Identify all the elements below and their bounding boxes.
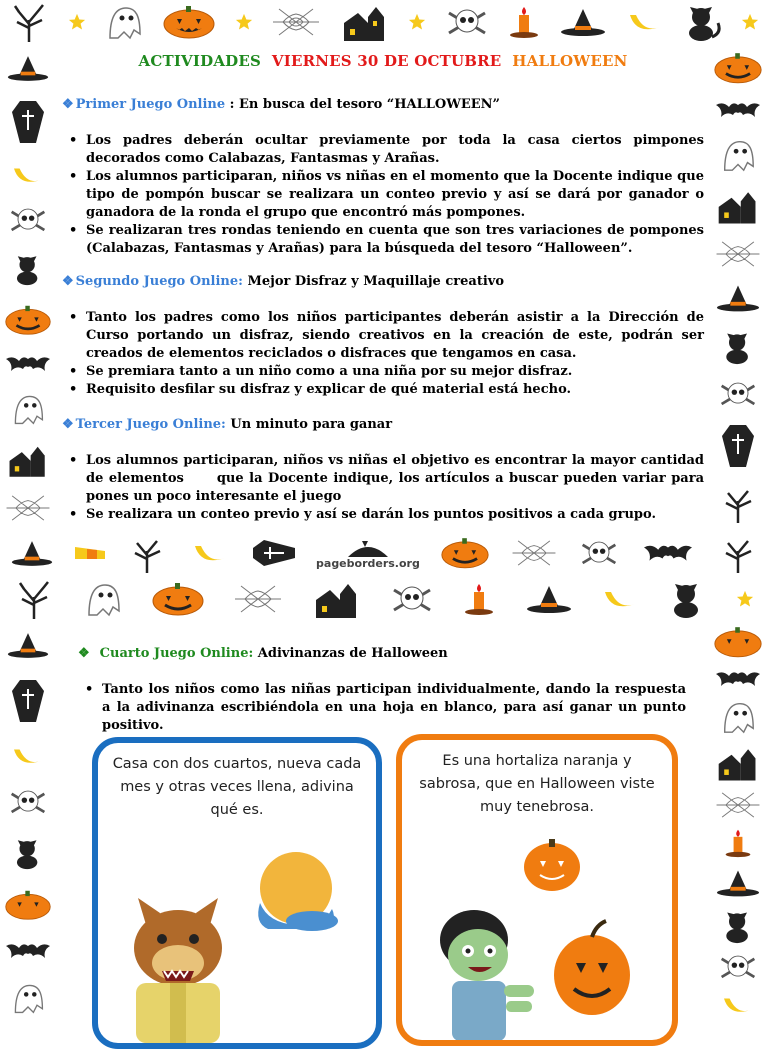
moon-icon bbox=[626, 7, 664, 37]
coffin-icon bbox=[720, 424, 756, 468]
cat-icon bbox=[682, 3, 722, 41]
border-top bbox=[0, 0, 768, 44]
list-item: • Se realizaran tres rondas teniendo en cuenta que son tres variaciones de pompones (Calabazas, Fantasmas y Arañas) para la búsqueda del tesoro “Halloween”. bbox=[62, 222, 704, 258]
list-item: • Tanto los niños como las niñas participan individualmente, dando la respuesta a la adivinanza escribiéndola en una hoja en blanco, para así ganar un punto positivo. bbox=[78, 681, 686, 735]
star-icon bbox=[235, 13, 253, 31]
bat-icon bbox=[715, 668, 761, 690]
game-title: En busca del tesoro “HALLOWEEN” bbox=[239, 97, 500, 112]
star-icon bbox=[408, 13, 426, 31]
diamond-bullet-icon: ❖ bbox=[78, 646, 90, 661]
ghost-icon bbox=[83, 581, 123, 617]
border-top bbox=[0, 577, 768, 621]
game-heading bbox=[78, 645, 686, 663]
game-name: Tercer Juego Online: bbox=[75, 417, 226, 432]
game-heading bbox=[62, 416, 704, 434]
ghost-icon bbox=[10, 392, 46, 426]
game-section-4 bbox=[78, 645, 686, 735]
list-item: • Los padres deberán ocultar previamente por toda la casa ciertos pimpones decorados como Calabazas, Fantasmas y Arañas. bbox=[62, 132, 704, 168]
skull-icon bbox=[8, 206, 48, 234]
haunted-house-icon bbox=[715, 745, 761, 781]
werewolf-and-moon-illustration bbox=[98, 843, 376, 1043]
pumpkin-icon bbox=[151, 582, 205, 616]
riddle-text: Es una hortaliza naranja y sabrosa, que en Halloween viste muy tenebrosa. bbox=[419, 753, 655, 815]
game-name: Segundo Juego Online: bbox=[75, 274, 243, 289]
coffin-icon bbox=[10, 100, 46, 144]
spiderweb-icon bbox=[233, 584, 283, 614]
list-item: • Tanto los padres como los niños participantes deberán asistir a la Dirección de Curso portando un disfraz, siendo creativos en la creación de este, podrán ser creados de elementos reciclados o disfraces que tengamos en casa. bbox=[62, 309, 704, 363]
spiderweb-icon bbox=[3, 494, 53, 522]
ghost-icon bbox=[10, 981, 46, 1015]
title-activities: ACTIVIDADES bbox=[138, 52, 262, 70]
tree-icon bbox=[718, 483, 758, 523]
title-date: VIERNES 30 DE OCTUBRE bbox=[271, 52, 502, 70]
border-left bbox=[0, 44, 56, 531]
cat-icon bbox=[667, 580, 707, 618]
moon-icon bbox=[601, 584, 639, 614]
border-bottom bbox=[0, 531, 768, 575]
star-icon bbox=[68, 13, 86, 31]
border-right bbox=[708, 44, 768, 531]
cat-icon bbox=[338, 537, 398, 557]
title-halloween: HALLOWEEN bbox=[512, 52, 628, 70]
zombie-and-pumpkins-illustration bbox=[402, 835, 672, 1045]
spiderweb-icon bbox=[509, 539, 559, 567]
border-right bbox=[708, 621, 768, 1024]
game-section-2 bbox=[62, 273, 704, 399]
ghost-icon bbox=[104, 4, 144, 40]
diamond-bullet-icon: ❖ bbox=[62, 274, 74, 289]
spiderweb-icon bbox=[713, 791, 763, 819]
cat-icon bbox=[11, 251, 45, 287]
witch-hat-icon bbox=[525, 584, 573, 614]
moon-icon bbox=[719, 991, 757, 1019]
candy-corn-icon bbox=[73, 543, 107, 563]
bat-icon bbox=[715, 99, 761, 121]
spiderweb-icon bbox=[271, 7, 321, 37]
moon-icon bbox=[9, 742, 47, 770]
pumpkin-icon bbox=[4, 304, 52, 336]
haunted-house-icon bbox=[312, 580, 362, 618]
riddle-card-pumpkin bbox=[396, 734, 678, 1046]
game-rules-list bbox=[62, 452, 709, 524]
tree-icon bbox=[718, 533, 758, 573]
bat-icon bbox=[638, 541, 698, 565]
skull-icon bbox=[718, 953, 758, 981]
pumpkin-icon bbox=[713, 626, 763, 658]
coffin-icon bbox=[252, 538, 296, 568]
moon-icon bbox=[9, 161, 47, 189]
pumpkin-icon bbox=[440, 537, 490, 569]
list-item: • Los alumnos participaran, niños vs niñas en el momento que la Docente indique que tipo de pompón buscar se realizara un conteo previo y así se dará por ganador o ganadora de la ronda el grupo que encontró más pompones. bbox=[62, 168, 704, 222]
game-name: Cuarto Juego Online: bbox=[99, 646, 254, 661]
candle-icon bbox=[462, 582, 496, 616]
skull-icon bbox=[579, 539, 619, 567]
haunted-house-icon bbox=[715, 188, 761, 224]
list-item: • Se realizara un conteo previo y así se darán los puntos positivos a cada grupo. bbox=[62, 506, 704, 524]
game-name: Primer Juego Online bbox=[75, 97, 226, 112]
skull-icon bbox=[445, 7, 489, 37]
game-section-1 bbox=[62, 96, 704, 258]
pumpkin-icon bbox=[4, 889, 52, 921]
game-title: Mejor Disfraz y Maquillaje creativo bbox=[247, 274, 504, 289]
list-item: • Se premiara tanto a un niño como a una niña por su mejor disfraz. bbox=[62, 363, 704, 381]
witch-hat-icon bbox=[715, 868, 761, 898]
skull-icon bbox=[718, 380, 758, 408]
pumpkin-icon bbox=[162, 5, 216, 39]
tree-icon bbox=[14, 579, 54, 619]
game-rules-list bbox=[78, 681, 686, 735]
haunted-house-icon bbox=[6, 443, 50, 477]
game-rules-list bbox=[62, 309, 704, 399]
cat-icon bbox=[720, 329, 756, 365]
bat-icon bbox=[5, 353, 51, 375]
watermark-block bbox=[316, 537, 420, 570]
tree-icon bbox=[9, 2, 49, 42]
game-heading: ❖ Primer Juego Online : En busca del tesoro “HALLOWEEN” bbox=[62, 97, 500, 112]
game-section-3 bbox=[62, 416, 709, 524]
riddle-card-moon bbox=[92, 737, 382, 1049]
witch-hat-icon bbox=[559, 7, 607, 37]
witch-hat-icon bbox=[10, 538, 54, 568]
tree-icon bbox=[127, 533, 167, 573]
pumpkin-icon bbox=[713, 52, 763, 84]
border-left bbox=[0, 621, 56, 1024]
ghost-icon bbox=[719, 699, 757, 735]
haunted-house-icon bbox=[340, 3, 390, 41]
game-heading bbox=[62, 273, 704, 291]
game-title: Un minuto para ganar bbox=[230, 417, 393, 432]
cat-icon bbox=[720, 908, 756, 944]
skull-icon bbox=[390, 584, 434, 614]
game-rules-list bbox=[62, 132, 704, 258]
watermark-text: pageborders.org bbox=[316, 556, 420, 570]
diamond-bullet-icon: ❖ bbox=[62, 97, 74, 112]
riddle-text: Casa con dos cuartos, nueva cada mes y otras veces llena, adivina qué es. bbox=[112, 756, 362, 818]
coffin-icon bbox=[10, 679, 46, 723]
witch-hat-icon bbox=[6, 630, 50, 660]
witch-hat-icon bbox=[6, 53, 50, 83]
cat-icon bbox=[11, 835, 45, 871]
witch-hat-icon bbox=[715, 283, 761, 313]
bat-icon bbox=[5, 940, 51, 962]
star-icon bbox=[741, 13, 759, 31]
moon-icon bbox=[187, 538, 233, 568]
diamond-bullet-icon: ❖ bbox=[62, 417, 74, 432]
spiderweb-icon bbox=[713, 240, 763, 268]
skull-icon bbox=[8, 788, 48, 816]
ghost-icon bbox=[719, 137, 757, 173]
page-title bbox=[62, 52, 704, 70]
list-item: • Los alumnos participaran, niños vs niñas el objetivo es encontrar la mayor cantidad de elementos que la Docente indique, los artículos a buscar pueden variar para pones un poco interesante el juego bbox=[62, 452, 704, 506]
game-title: Adivinanzas de Halloween bbox=[257, 646, 448, 661]
star-icon bbox=[736, 590, 754, 608]
candle-icon bbox=[507, 5, 541, 39]
candle-icon bbox=[723, 828, 753, 858]
list-item: • Requisito desfilar su disfraz y explicar de qué material está hecho. bbox=[62, 381, 704, 399]
